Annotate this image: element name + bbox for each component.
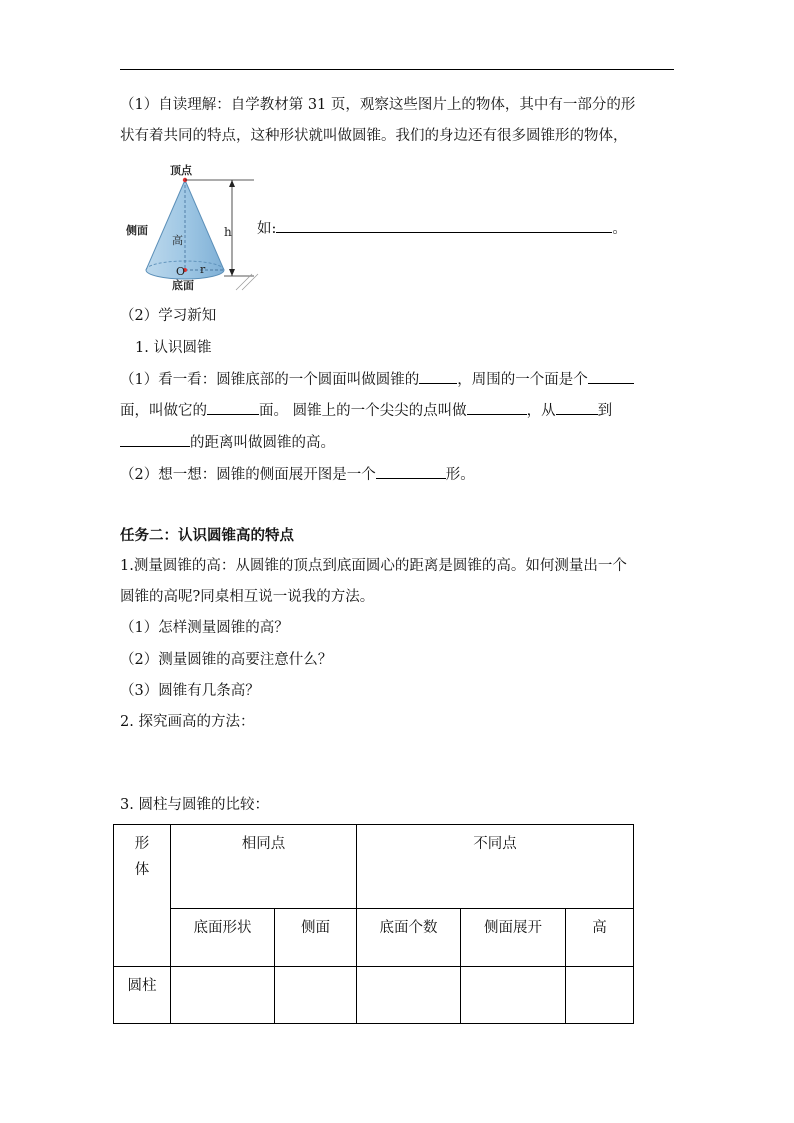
col-base-count: 底面个数 — [357, 909, 461, 967]
col-base-shape: 底面形状 — [171, 909, 275, 967]
blank-base — [419, 369, 457, 384]
look-line-2 — [120, 400, 612, 421]
dim-arrow-bottom — [229, 269, 235, 276]
look-text-c: 面，叫做它的 — [120, 403, 207, 419]
dim-arrow-top — [229, 180, 235, 187]
look-text-d: 面。 圆锥上的一个尖尖的点叫做 — [259, 403, 467, 419]
label-center: O — [176, 265, 186, 278]
same-header: 相同点 — [171, 825, 357, 909]
cell-empty[interactable] — [171, 967, 275, 1024]
shape-header-cell — [114, 825, 171, 967]
label-height: 高 — [172, 234, 183, 247]
label-side: 侧面 — [126, 224, 148, 237]
col-height: 高 — [566, 909, 634, 967]
example-line — [257, 218, 627, 239]
shape-char-2: 体 — [134, 862, 150, 878]
think-text-a: （2）想一想：圆锥的侧面展开图是一个 — [120, 467, 376, 483]
question-3: （3）圆锥有几条高？ — [120, 683, 260, 699]
blank-side — [207, 400, 259, 415]
label-radius: r — [200, 263, 206, 276]
compare-heading: 3. 圆柱与圆锥的比较： — [120, 797, 269, 813]
table-subheader-row — [114, 909, 634, 967]
col-side-unfold: 侧面展开 — [461, 909, 566, 967]
example-prefix: 如: — [257, 221, 277, 237]
task2-title: 任务二：认识圆锥高的特点 — [120, 527, 294, 544]
example-blank — [276, 218, 612, 233]
intro-line-1: （1）自读理解：自学教材第 31 页，观察这些图片上的物体，其中有一部分的形 — [120, 97, 636, 113]
header-rule — [120, 69, 674, 70]
col-side: 侧面 — [275, 909, 357, 967]
think-text-b: 形。 — [445, 467, 475, 483]
diff-header: 不同点 — [357, 825, 634, 909]
shape-char-1: 形 — [134, 836, 150, 852]
measure-line-2: 圆锥的高呢?同桌相互说一说我的方法。 — [120, 589, 375, 605]
draw-height-heading: 2. 探究画高的方法： — [120, 714, 255, 730]
table-header-row — [114, 825, 634, 909]
cell-empty[interactable] — [566, 967, 634, 1024]
comparison-table — [113, 824, 634, 1024]
cell-empty[interactable] — [357, 967, 461, 1024]
example-suffix: 。 — [612, 221, 627, 237]
look-line-3 — [120, 432, 335, 453]
blank-to — [120, 432, 190, 447]
blank-vertex — [467, 400, 527, 415]
look-text-a: （1）看一看：圆锥底部的一个圆面叫做圆锥的 — [120, 372, 420, 388]
question-2: （2）测量圆锥的高要注意什么？ — [120, 652, 333, 668]
cone-diagram — [120, 160, 270, 295]
intro-line-2: 状有着共同的特点，这种形状就叫做圆锥。我们的身边还有很多圆锥形的物体， — [120, 128, 628, 144]
label-base: 底面 — [172, 279, 194, 292]
think-line — [120, 464, 475, 485]
label-vertex: 顶点 — [170, 164, 192, 177]
question-1: （1）怎样测量圆锥的高？ — [120, 620, 289, 636]
section2-sub1: 1. 认识圆锥 — [135, 340, 212, 356]
blank-unfold — [376, 464, 446, 479]
look-text-e: ，从 — [526, 403, 556, 419]
cell-empty[interactable] — [461, 967, 566, 1024]
measure-line-1: 1.测量圆锥的高：从圆锥的顶点到底面圆心的距离是圆锥的高。如何测量出一个 — [120, 558, 627, 574]
label-h: h — [224, 225, 232, 239]
section2-title: （2）学习新知 — [120, 308, 217, 324]
look-text-g: 的距离叫做圆锥的高。 — [190, 435, 335, 451]
row-cylinder-label: 圆柱 — [114, 967, 171, 1024]
look-line-1 — [120, 369, 634, 390]
blank-from — [556, 400, 598, 415]
table-row — [114, 967, 634, 1024]
blank-curved — [588, 369, 634, 384]
look-text-f: 到 — [597, 403, 613, 419]
look-text-b: ，周围的一个面是个 — [457, 372, 588, 388]
cell-empty[interactable] — [275, 967, 357, 1024]
